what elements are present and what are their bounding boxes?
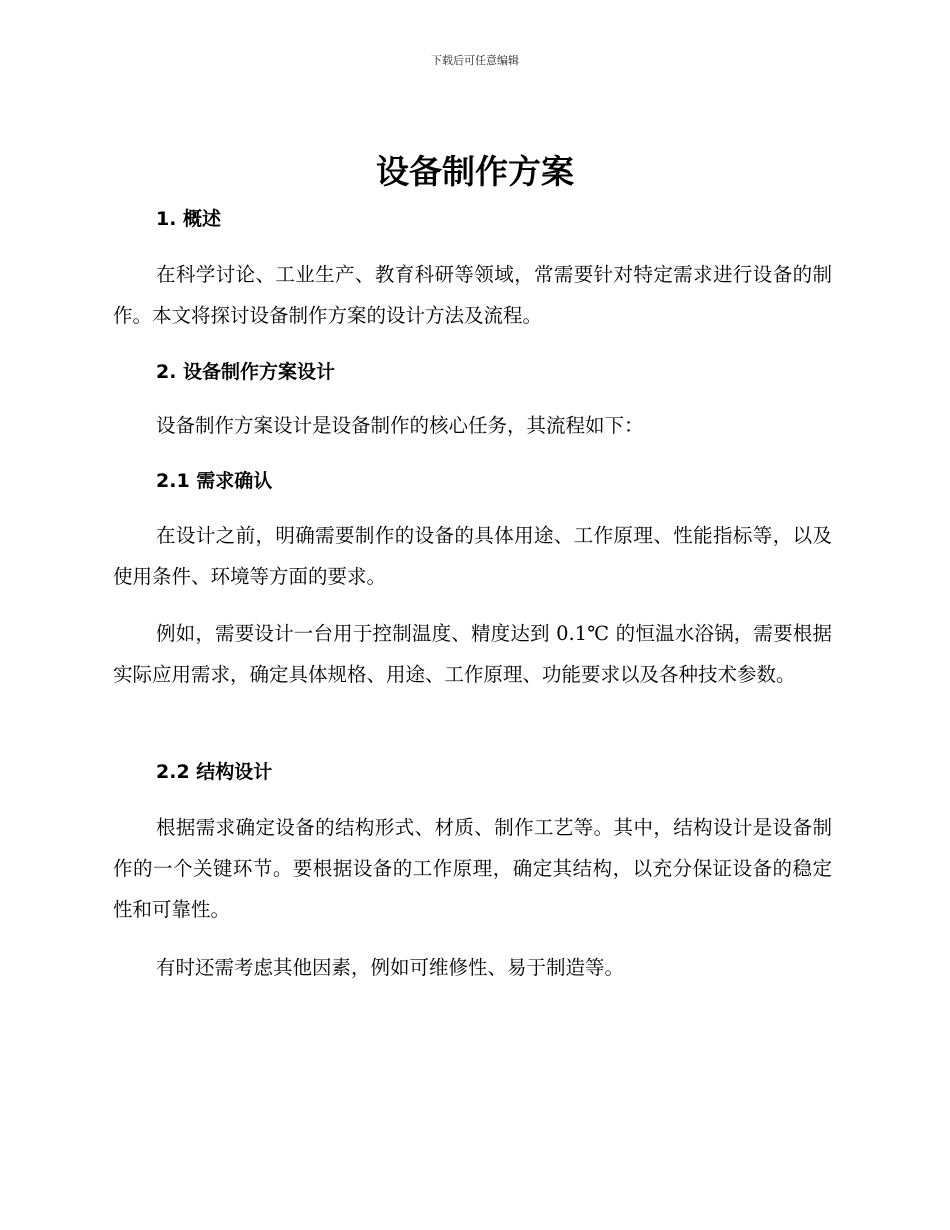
page-header-note: 下载后可任意编辑 <box>431 54 519 67</box>
paragraph-overview: 在科学讨论、工业生产、教育科研等领域，常需要针对特定需求进行设备的制作。本文将探讨设备制作方案的设计方法及流程。 <box>113 263 832 327</box>
section-heading-overview: 1. 概述 <box>156 208 222 230</box>
section-heading-design: 2. 设备制作方案设计 <box>156 361 336 383</box>
paragraph-design-intro: 设备制作方案设计是设备制作的核心任务，其流程如下： <box>156 414 644 437</box>
section-heading-structure: 2.2 结构设计 <box>156 761 273 783</box>
paragraph-structure: 根据需求确定设备的结构形式、材质、制作工艺等。其中，结构设计是设备制作的一个关键环节。要根据设备的工作原理，确定其结构，以充分保证设备的稳定性和可靠性。 <box>113 816 832 921</box>
paragraph-structure-other: 有时还需考虑其他因素，例如可维修性、易于制造等。 <box>156 956 625 979</box>
section-heading-requirements: 2.1 需求确认 <box>156 470 273 492</box>
document-title: 设备制作方案 <box>376 152 574 191</box>
paragraph-requirements-example: 例如，需要设计一台用于控制温度、精度达到 0.1℃ 的恒温水浴锅，需要根据实际应用需求，确定具体规格、用途、工作原理、功能要求以及各种技术参数。 <box>113 622 832 686</box>
paragraph-requirements: 在设计之前，明确需要制作的设备的具体用途、工作原理、性能指标等，以及使用条件、环境等方面的要求。 <box>113 524 832 588</box>
